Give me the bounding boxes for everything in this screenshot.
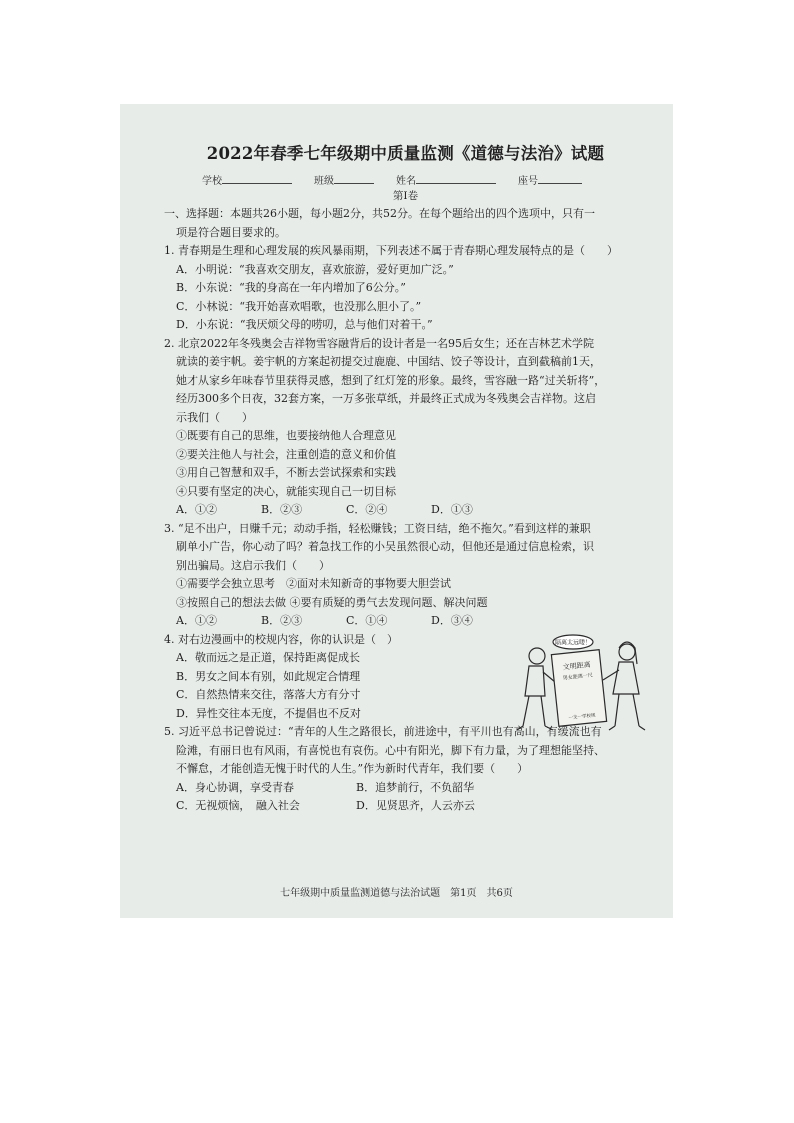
volume-label: 第I卷 bbox=[392, 190, 419, 202]
info-field bbox=[396, 172, 496, 187]
info-field-label: 班级 bbox=[314, 176, 334, 187]
page-title: 2022年春季七年级期中质量监测《道德与法治》试题 bbox=[206, 144, 605, 163]
info-field-label: 学校 bbox=[202, 176, 222, 187]
question-stem-line: 1. 青春期是生理和心理发展的疾风暴雨期，下列表述不属于青春期心理发展特点的是（ ） bbox=[164, 244, 618, 257]
question-choice[interactable]: C．无视烦恼， 融入社会 bbox=[176, 799, 300, 812]
section-instructions-line1: 一、选择题：本题共26小题，每小题2分，共52分。在每个题给出的四个选项中，只有一 bbox=[164, 207, 595, 220]
question-choice-row bbox=[164, 612, 647, 631]
comic-girl-legs bbox=[615, 694, 639, 726]
comic-girl-head bbox=[619, 644, 635, 660]
question-stem-line: 经历300多个日夜，32套方案，一万多张草纸，并最终正式成为冬残奥会吉祥物。这启 bbox=[176, 392, 596, 405]
question-choice[interactable]: A．①② bbox=[176, 503, 217, 516]
info-field-label: 座号 bbox=[518, 176, 538, 187]
question-stem-line: 就读的姜宇帆。姜宇帆的方案起初提交过鹿鹿、中国结、饺子等设计，直到截稿前1天， bbox=[176, 355, 601, 368]
question-2 bbox=[164, 335, 647, 520]
question-statement: ①既要有自己的思维，也要接纳他人合理意见 bbox=[176, 429, 396, 442]
question-choice[interactable]: B．追梦前行，不负韶华 bbox=[356, 780, 475, 794]
question-option[interactable]: A．敬而远之是正道，保持距离促成长 bbox=[176, 651, 360, 664]
question-choice-row bbox=[164, 779, 647, 798]
question-choice[interactable]: D．见贤思齐，人云亦云 bbox=[356, 799, 475, 812]
question-statement: ①需要学会独立思考 ②面对未知新奇的事物要大胆尝试 bbox=[176, 577, 451, 590]
question-option[interactable]: D．小东说：“我厌烦父母的唠叨，总与他们对着干。” bbox=[176, 318, 433, 331]
question-statement: ②要关注他人与社会，注重创造的意义和价值 bbox=[176, 447, 396, 461]
comic-speech-text: 隔离太远喽！ bbox=[554, 639, 592, 647]
exam-paper bbox=[120, 104, 673, 918]
question-choice[interactable]: B．②③ bbox=[261, 503, 303, 516]
comic-sign-bottom: 一支一学校规 bbox=[568, 713, 596, 722]
question-stem-line: 别出骗局。这启示我们（ ） bbox=[176, 558, 330, 572]
question-statement: ④只要有坚定的决心，就能实现自己一切目标 bbox=[176, 484, 396, 498]
question-choice[interactable]: B．②③ bbox=[261, 614, 303, 627]
question-option[interactable]: B．小东说：“我的身高在一年内增加了6公分。” bbox=[176, 281, 406, 294]
info-field-blank[interactable] bbox=[222, 172, 292, 184]
question-option[interactable]: C．小林说：“我开始喜欢唱歌，也没那么胆小了。” bbox=[176, 299, 422, 313]
question-option[interactable]: B．男女之间本有别，如此规定合情理 bbox=[176, 669, 361, 683]
question-stem-line: 险滩，有丽日也有风雨，有喜悦也有哀伤。心中有阳光，脚下有力量，为了理想能坚持、 bbox=[176, 743, 605, 757]
question-choice-row bbox=[164, 501, 647, 520]
question-stem-line: 2. 北京2022年冬残奥会吉祥物雪容融背后的设计者是一名95后女生；还在吉林艺术学院 bbox=[164, 336, 594, 350]
comic-sign-title: 文明距离 bbox=[562, 660, 592, 672]
info-field-label: 姓名 bbox=[396, 176, 416, 187]
question-choice[interactable]: A．身心协调，享受青春 bbox=[176, 780, 294, 794]
question-stem-line: 刷单小广告，你心动了吗？着急找工作的小吴虽然很心动，但他还是通过信息检索，识 bbox=[176, 540, 594, 553]
page-footer: 七年级期中质量监测道德与法治试题 第1页 共6页 bbox=[280, 888, 513, 899]
question-choice[interactable]: C．②④ bbox=[346, 503, 388, 516]
question-choice[interactable]: D．①③ bbox=[431, 503, 473, 516]
question-stem-line: 3. “足不出户，日赚千元；动动手指，轻松赚钱；工资日结，绝不拖欠。”看到这样的兼职 bbox=[164, 521, 591, 535]
question-1 bbox=[164, 242, 647, 335]
question-stem-line: 她才从家乡年味春节里获得灵感，想到了红灯笼的形象。最终，雪容融一路“过关斩将”， bbox=[176, 373, 606, 387]
question-stem-line: 示我们（ ） bbox=[176, 410, 253, 424]
info-field-blank[interactable] bbox=[416, 172, 496, 184]
question-choice[interactable]: A．①② bbox=[176, 614, 217, 627]
question-choice-row bbox=[164, 797, 647, 816]
question-3 bbox=[164, 520, 647, 631]
info-field-blank[interactable] bbox=[538, 172, 582, 184]
question-statement: ③用自己智慧和双手，不断去尝试探索和实践 bbox=[176, 466, 396, 479]
question-stem-line: 4. 对右边漫画中的校规内容，你的认识是（ ） bbox=[164, 632, 398, 646]
question-stem-line: 不懈怠，才能创造无愧于时代的人生。”作为新时代青年，我们要（ ） bbox=[176, 762, 529, 775]
school-rule-comic bbox=[515, 634, 650, 742]
question-stem-line: 5. 习近平总书记曾说过：“青年的人生之路很长，前进途中，有平川也有高山，有缓流也有 bbox=[164, 725, 602, 738]
question-choice[interactable]: D．③④ bbox=[431, 614, 473, 627]
info-field bbox=[202, 172, 292, 187]
student-info-line bbox=[202, 172, 647, 187]
comic-boy-head bbox=[529, 648, 545, 664]
question-choice[interactable]: C．①④ bbox=[346, 614, 388, 627]
info-field-blank[interactable] bbox=[334, 172, 374, 184]
question-statement: ③按照自己的想法去做 ④要有质疑的勇气去发现问题、解决问题 bbox=[176, 595, 488, 609]
section-instructions-line2: 项是符合题目要求的。 bbox=[176, 225, 286, 239]
comic-sign-subtitle: 男女距离一尺 bbox=[562, 672, 594, 682]
question-option[interactable]: D．异性交往本无度，不提倡也不反对 bbox=[176, 706, 361, 720]
question-option[interactable]: C．自然热情来交往，落落大方有分寸 bbox=[176, 688, 361, 701]
info-field bbox=[518, 172, 582, 187]
comic-boy-body bbox=[525, 666, 545, 696]
question-option[interactable]: A．小明说：“我喜欢交朋友，喜欢旅游，爱好更加广泛。” bbox=[176, 262, 454, 276]
info-field bbox=[314, 172, 374, 187]
comic-girl-body bbox=[613, 662, 639, 694]
comic-boy-legs bbox=[523, 696, 545, 726]
